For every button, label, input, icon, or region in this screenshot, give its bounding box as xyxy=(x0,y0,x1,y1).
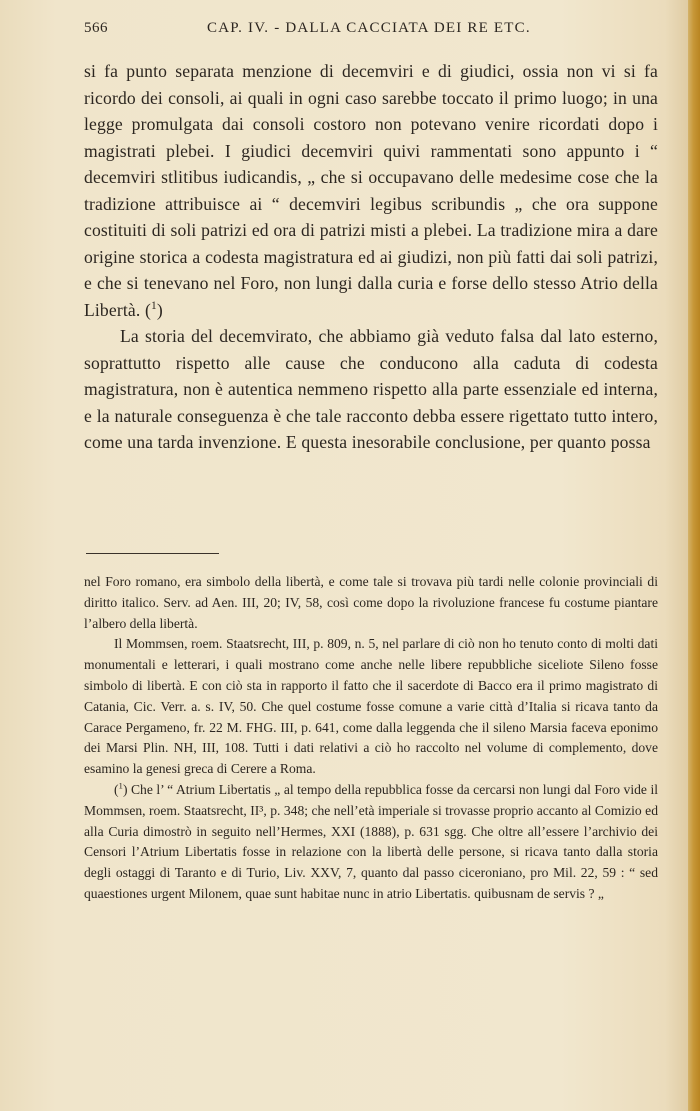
running-header xyxy=(84,20,662,44)
footnote-1: ($^1$) Che l’ “ Atrium Libertatis „ al tempo della repubblica fosse da cercarsi non lungi dal Foro vide il Mommsen, roem. Staatsrecht, II³, p. 348; che nell’età imperiale si trovasse proprio accanto al Comizio ed alla Curia dimostrò in seguito nell’Hermes, XXI (1888), p. 631 sgg. Che oltre all’essere l’archivio dei Censori l’Atrium Libertatis fosse in relazione con la libertà delle persone, si ricava tanto dalla storia degli ostaggi di Taranto e di Turio, Liv. XXV, 7, quanto dal passo ciceroniano, pro Mil. 22, 59 : “ sed quaestiones urgent Milonem, quae sunt habitae nunc in atrio Libertatis. quibusnam de servis ? „ xyxy=(84,780,658,901)
main-text xyxy=(84,58,658,456)
body-paragraph-2: La storia del decemvirato, che abbiamo già veduto falsa dal lato esterno, soprattutto rispetto alle cause che conducono alla caduta di codesta magistratura, non è autentica nemmeno rispetto alla parte essenziale ed interna, e la naturale conseguenza è che tale racconto debba essere rigettato tutto intero, come una tarda invenzione. E questa inesorabile conclusione, per quanto possa xyxy=(84,326,658,452)
footnote-1-text: Che l’ “ Atrium Libertatis „ al tempo della repubblica fosse da cercarsi non lungi dal Foro vide il Mommsen, roem. Staatsrecht, II³, p. 348; che nell’età imperiale si trovasse proprio accanto al Comizio ed alla Curia dimostrò in seguito nell’Hermes, XXI (1888), p. 631 sgg. Che oltre all’essere l’archivio dei Censori l’Atrium Libertatis fosse in relazione con la libertà delle persone, si ricava tanto dalla storia degli ostaggi di Taranto e di Turio, Liv. XXV, 7, quanto dal passo ciceroniano, pro Mil. 22, 59 : “ sed quaestiones urgent Milonem, quae sunt habitae nunc in atrio Libertatis. quibusnam de servis ? „ xyxy=(84,781,658,901)
footnote-separator xyxy=(86,553,219,554)
running-title: CAP. IV. - DALLA CACCIATA DEI RE ETC. xyxy=(207,20,531,36)
footnote-mommsen: Il Mommsen, roem. Staatsrecht, III, p. 809, n. 5, nel parlare di ciò non ho tenuto conto di molti dati monumentali e letterari, i quali mostrano come anche nelle libere repubbliche siceliote Sileno fosse simbolo di libertà. E con ciò sta in rapporto il fatto che il sacerdote di Bacco era il primo magistrato di Catania, Cic. Verr. a. s. IV, 50. Che quel costume fosse comune a varie città d’Italia si ricava tanto da Carace Pergameno, fr. 22 M. FHG. III, p. 641, come dalla leggenda che il sileno Marsia faceva eponimo dei Marsi Plin. NH, III, 108. Tutti i dati relativi a ciò ho raccolto nel volume di complemento, dove esamino la genesi greca di Cerere a Roma. xyxy=(84,636,658,777)
paragraph-1-text: si fa punto separata menzione di decemviri e di giudici, ossia non vi si fa ricordo dei consoli, ai quali in ogni caso sarebbe toccato il primo luogo; in una legge promulgata dai consoli costoro non potevano venire ricordati dopo i magistrati plebei. I giudici decemviri quivi rammentati sono appunto i “ decemviri stlitibus iudicandis, „ che si occupavano delle medesime cose che la tradizione attribuisce ai “ decemviri legibus scribundis „ che ora suppone costituiti di soli patrizi ed ora di patrizi misti a plebei. La tradizione mira a dare origine storica a codesta magistratura ed ai giudizi, non più fatti dai soli patrizi, e che si tenevano nel Foro, non lungi dalla curia e forse dello stesso Atrio della Libertà. xyxy=(84,61,658,320)
footnote-1-marker: 1 xyxy=(118,780,123,791)
page-edge xyxy=(688,0,700,1111)
page-number: 566 xyxy=(84,20,108,36)
footnotes xyxy=(84,572,658,905)
footnote-continued: nel Foro romano, era simbolo della libertà, e come tale si trovava più tardi nelle colonie provinciali di diritto italico. Serv. ad Aen. III, 20; IV, 58, così come dopo la rivoluzione francese fu costume piantare l’albero della libertà. xyxy=(84,574,658,631)
body-paragraph-1: si fa punto separata menzione di decemviri e di giudici, ossia non vi si fa ricordo dei consoli, ai quali in ogni caso sarebbe toccato il primo luogo; in una legge promulgata dai consoli costoro non potevano venire ricordati dopo i magistrati plebei. I giudici decemviri quivi rammentati sono appunto i “ decemviri stlitibus iudicandis, „ che si occupavano delle medesime cose che la tradizione attribuisce ai “ decemviri legibus scribundis „ che ora suppone costituiti di soli patrizi ed ora di patrizi misti a plebei. La tradizione mira a dare origine storica a codesta magistratura ed ai giudizi, non più fatti dai soli patrizi, e che si tenevano nel Foro, non lungi dalla curia e forse dello stesso Atrio della Libertà. ($^1$) xyxy=(84,61,658,320)
note-reference: 1 xyxy=(150,299,157,312)
